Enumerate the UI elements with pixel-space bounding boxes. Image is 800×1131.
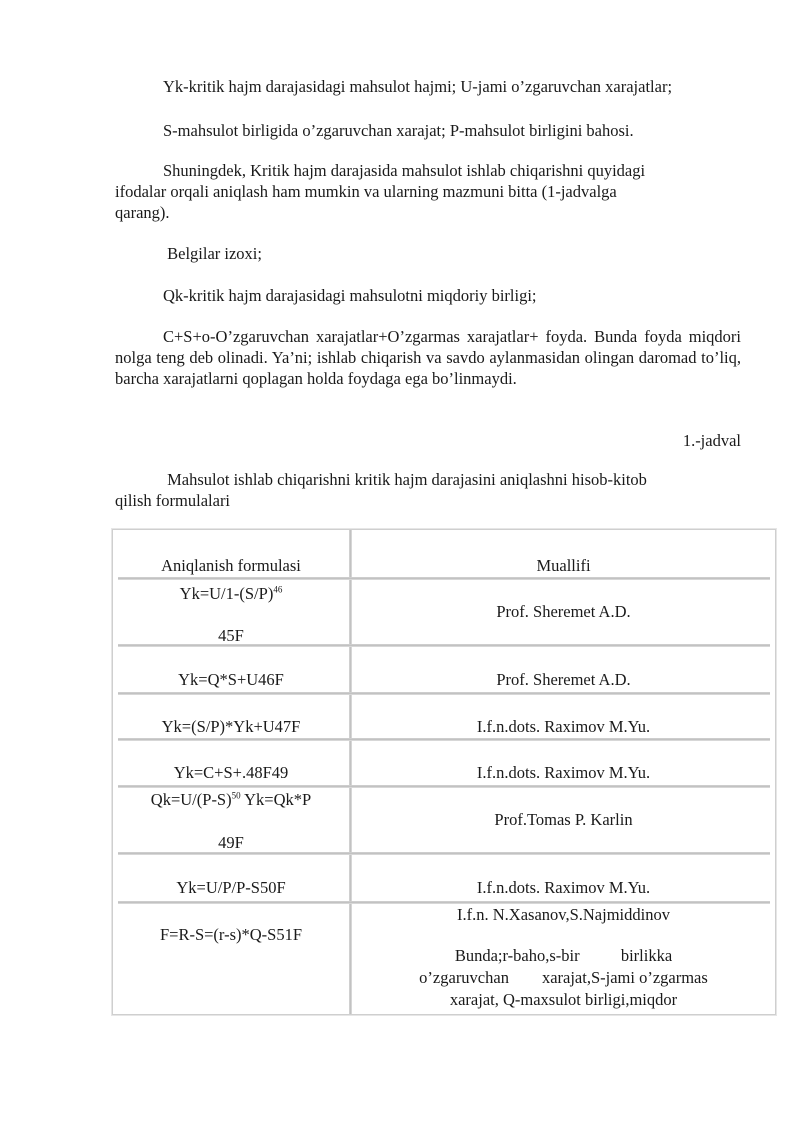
formula-text: Yk=Qk*P	[240, 790, 312, 809]
table-row-2-formula: Yk=Q*S+U46F	[178, 670, 284, 689]
table-row-5-formula-ref: 49F	[218, 833, 244, 852]
table-row-2-author: Prof. Sheremet A.D.	[496, 670, 631, 689]
table-row-1-author: Prof. Sheremet A.D.	[496, 602, 631, 621]
table-row-7-note-line: o’zgaruvchan xarajat,S-jami o’zgarmas	[419, 968, 708, 987]
row-divider	[118, 785, 770, 788]
table-row-6-author: I.f.n.dots. Raximov M.Yu.	[476, 878, 651, 897]
paragraph-variables-2: S-mahsulot birligida o’zgaruvchan xarajat; P-mahsulot birligini bahosi.	[163, 121, 634, 140]
paragraph-line: ifodalar orqali aniqlash ham mumkin va ularning mazmuni bitta (1-jadvalga	[115, 182, 617, 201]
paragraph-line: Shuningdek, Kritik hajm darajasida mahsulot ishlab chiqarishni quyidagi	[163, 161, 646, 180]
table-row-5-formula	[113, 789, 349, 810]
table-row-1-formula	[113, 583, 349, 604]
table-row-3-formula: Yk=(S/P)*Yk+U47F	[161, 717, 301, 736]
table-row-7-formula: F=R-S=(r-s)*Q-S51F	[159, 925, 303, 944]
footnote-ref: 46	[273, 584, 283, 595]
table-row-7-note-line: xarajat, Q-maxsulot birligi,miqdor	[449, 990, 678, 1009]
row-divider	[118, 692, 770, 695]
row-divider	[118, 738, 770, 741]
table-caption-line: qilish formulalari	[115, 491, 231, 510]
paragraph-variables-1: Yk-kritik hajm darajasidagi mahsulot hajmi; U-jami o’zgaruvchan xarajatlar;	[163, 77, 673, 96]
table-number-label: 1.-jadval	[682, 431, 741, 450]
formula-text: Qk=U/(P-S)	[150, 790, 232, 809]
table-row-6-formula: Yk=U/P/P-S50F	[176, 878, 286, 897]
header-author: Muallifi	[536, 556, 591, 575]
paragraph-qk-definition: Qk-kritik hajm darajasidagi mahsulotni miqdoriy birligi;	[163, 286, 537, 305]
formula-text: Yk=U/1-(S/P)	[179, 584, 274, 603]
paragraph-cso-definition: C+S+o-O’zgaruvchan xarajatlar+O’zgarmas xarajatlar+ foyda. Bunda foyda miqdori nolga teng deb olinadi. Ya’ni; ishlab chiqarish va savdo aylanmasidan olingan daromad to’liq, barcha xarajatlarni qoplagan holda foydaga ega bo’linmaydi.	[115, 327, 741, 388]
table-row-4-author: I.f.n.dots. Raximov M.Yu.	[476, 763, 651, 782]
paragraph-shuningdek	[115, 160, 741, 223]
paragraph-line: qarang).	[115, 203, 170, 222]
table-row-7-author: I.f.n. N.Xasanov,S.Najmiddinov	[457, 905, 670, 924]
table-row-5-author: Prof.Tomas P. Karlin	[494, 810, 633, 829]
formulas-table	[112, 529, 776, 1015]
table-caption-line: Mahsulot ishlab chiqarishni kritik hajm darajasini aniqlashni hisob-kitob	[163, 470, 647, 489]
table-row-7-note-line: Bunda;r-baho,s-bir birlikka	[454, 946, 673, 965]
header-formula: Aniqlanish formulasi	[161, 556, 301, 575]
paragraph-legend-title: Belgilar izoxi;	[163, 244, 262, 263]
row-divider	[118, 577, 770, 580]
table-caption	[115, 469, 741, 511]
table-row-1-formula-ref: 45F	[218, 626, 244, 645]
footnote-ref: 50	[231, 790, 241, 801]
table-row-4-formula: Yk=C+S+.48F49	[173, 763, 289, 782]
table-row-3-author: I.f.n.dots. Raximov M.Yu.	[476, 717, 651, 736]
